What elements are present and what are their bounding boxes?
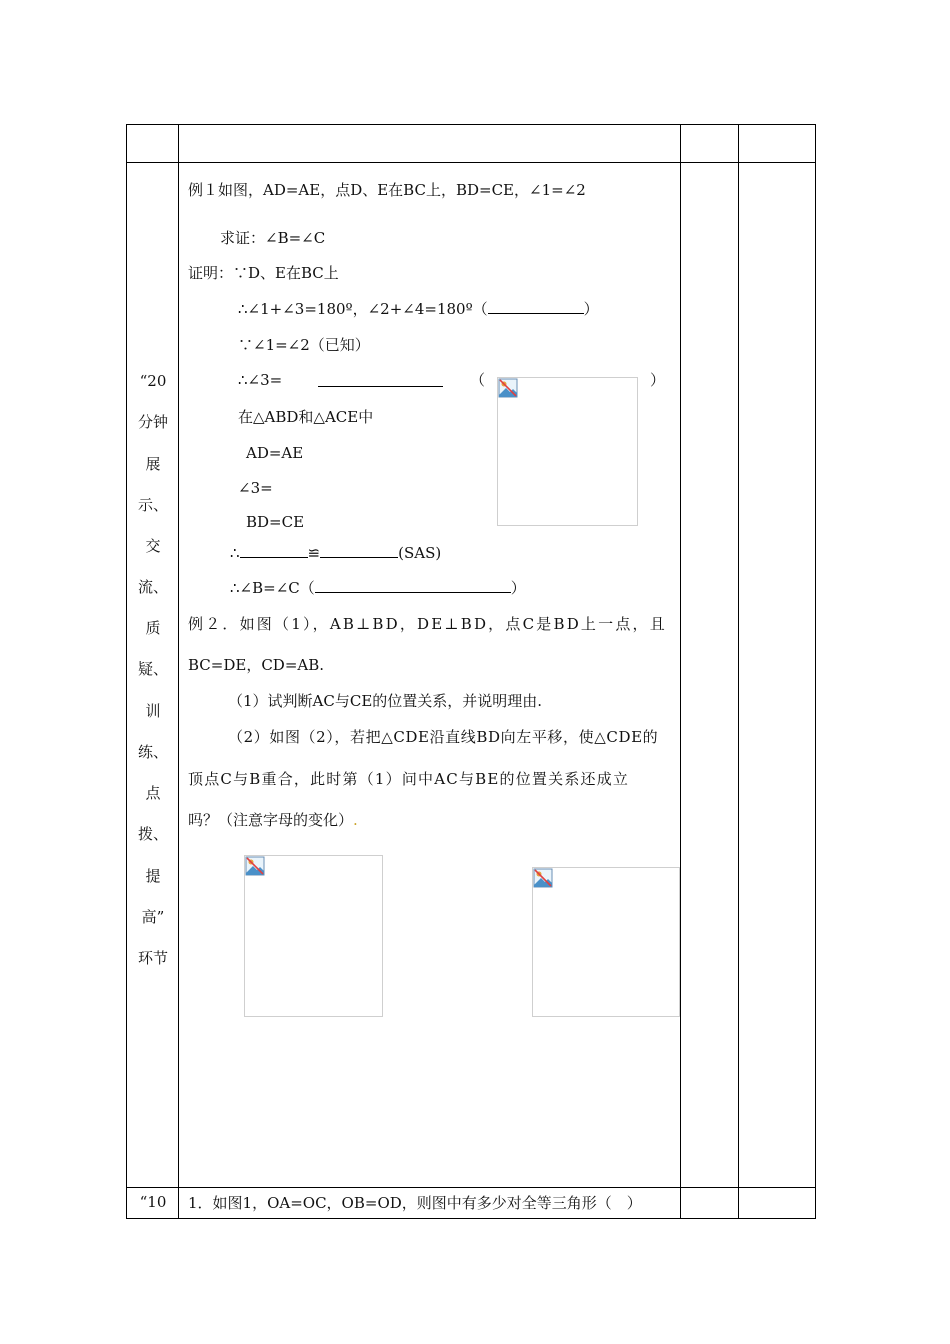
figure-example2-2 [532,867,680,1017]
table-border-bottom [126,1218,816,1219]
table-col-divider [680,124,681,1219]
question-2-line-2: 顶点C与B重合，此时第（1）问中AC与BE的位置关系还成立 [188,770,630,788]
final-text: ∴∠B=∠C（ [230,579,315,597]
condition-1: AD=AE [246,444,304,462]
answer-blank[interactable] [318,372,443,387]
congruent-symbol: ≌ [307,544,321,562]
answer-blank[interactable] [320,543,398,558]
phase-label-char: 高” [141,908,165,926]
phase-label-char: 练、 [137,743,168,761]
phase-label-char: 提 [145,867,161,885]
answer-blank[interactable] [488,299,584,314]
figure-example1 [497,377,638,526]
conclusion-line [230,543,441,563]
phase-label-char: 示、 [137,496,168,514]
phase-label-char: 训 [145,702,161,720]
phase-label-char: 质 [145,619,161,637]
decorative-dot: . [353,811,358,829]
answer-blank[interactable] [240,543,308,558]
phase-label-char: 环节 [137,949,168,967]
broken-image-icon [245,856,265,876]
question-2-line-3 [188,810,358,830]
table-row-divider [126,1187,816,1188]
example2-line-2: BC=DE，CD=AB. [188,656,325,674]
table-row-divider [126,162,816,163]
proof-step-3-close: ） [650,371,666,389]
phase-label-char: 点 [145,784,161,802]
prove-statement: 求证：∠B=∠C [220,229,326,247]
table-col-divider [738,124,739,1219]
broken-image-icon [533,868,553,888]
final-close: ） [510,579,526,597]
phase-label-char: 交 [145,537,161,555]
table-border-right [815,124,816,1219]
phase-label-char: 展 [145,455,161,473]
condition-3: BD=CE [246,513,305,531]
proof-start: 证明：∵D、E在BC上 [188,264,339,282]
question-2-line-1: （2）如图（2），若把△CDE沿直线BD向左平移，使△CDE的 [228,728,659,746]
phase-label-char: 分钟 [137,413,168,431]
proof-step-2: ∵∠1=∠2（已知） [238,336,370,354]
phase-label-char: “20 [139,372,167,390]
question-1: （1）试判断AC与CE的位置关系，并说明理由. [228,692,543,710]
condition-2: ∠3= [238,479,273,497]
phase-label-char: 疑、 [137,660,168,678]
example1-title: 例１如图，AD=AE，点D、E在BC上，BD=CE，∠1=∠2 [188,181,586,199]
conclusion-suffix: (SAS) [398,544,442,562]
proof-step-4: 在△ABD和△ACE中 [238,408,374,426]
table-border-top [126,124,816,125]
phase-label-char: 流、 [137,578,168,596]
proof-step-1 [238,299,599,319]
proof-step-3: ∴∠3= [238,371,283,389]
phase-label-char: 拨、 [137,825,168,843]
proof-step-3-open: （ [470,371,486,389]
bottom-question: 1．如图1，OA=OC，OB=OD，则图中有多少对全等三角形（ ） [188,1194,642,1212]
final-line [230,578,526,598]
proof-step-1-close: ） [583,300,599,318]
broken-image-icon [498,378,518,398]
figure-example2-1 [244,855,383,1017]
question-2-line-3-text: 吗？（注意字母的变化） [188,811,354,829]
conclusion-prefix: ∴ [230,544,240,562]
table-col-divider [178,124,179,1219]
example2-line-1: 例２．如图（1），AB⊥BD，DE⊥BD，点C是BD上一点，且 [188,615,667,633]
bottom-phase-label: “10 [139,1193,167,1211]
proof-step-1-text: ∴∠1+∠3=180º，∠2+∠4=180º（ [238,300,488,318]
table-border-left [126,124,127,1219]
answer-blank[interactable] [315,578,511,593]
